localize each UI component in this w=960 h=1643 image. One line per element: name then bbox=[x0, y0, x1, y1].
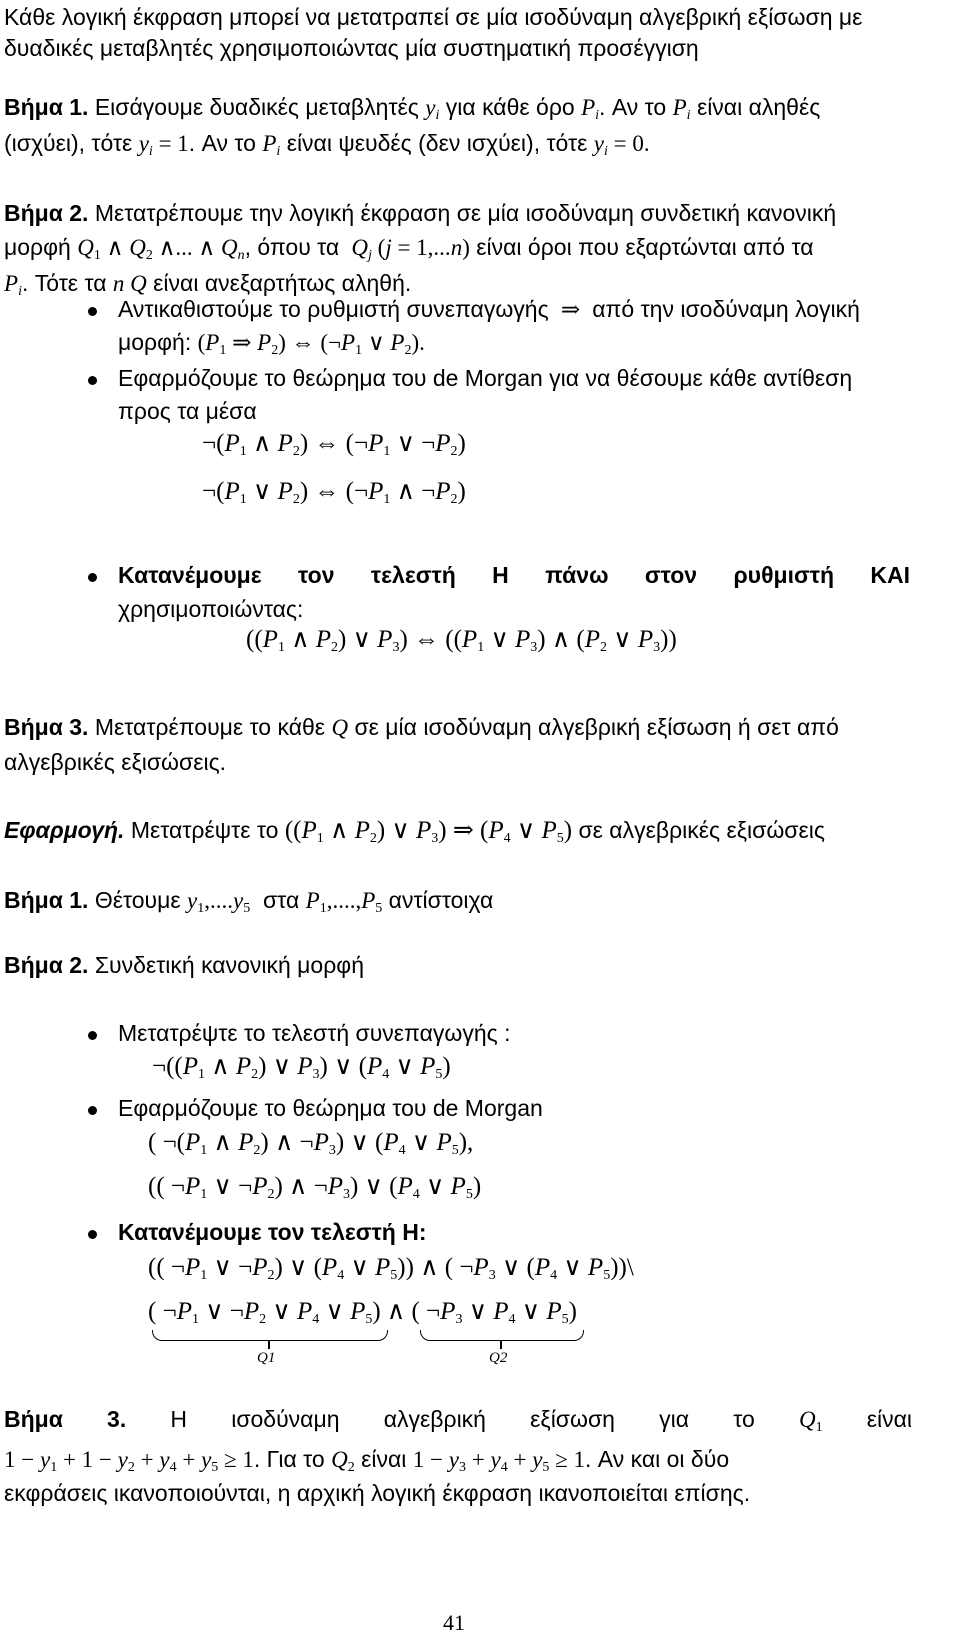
underbrace-q1-tip bbox=[268, 1341, 270, 1349]
underbrace-q1 bbox=[152, 1330, 388, 1341]
underbrace-q2 bbox=[420, 1330, 584, 1341]
step1-line-1: Βήμα 1. Εισάγουμε δυαδικές μεταβλητές $y_i$ για κάθε όρο $P_i$. Αν το $P_i$ είναι αληθές bbox=[4, 94, 821, 123]
formula-distribution-step-1: (( $\neg P_1$ ∨ $\neg P_2$) ∨ ($P_4$ ∨ $P_5$)) ∧ ( $\neg P_3$ ∨ ($P_4$ ∨ $P_5))\backslash$ bbox=[148, 1254, 634, 1283]
step2-bullet-2-line-1: Εφαρμόζουμε το θεώρημα του de Morgan για να θέσουμε κάθε αντίθεση bbox=[118, 365, 853, 391]
app-step2-bullet-1: Μετατρέψτε το τελεστή συνεπαγωγής : bbox=[118, 1020, 511, 1046]
formula-cnf: ( $\neg P_1$ ∨ $\neg P_2$ ∨ $P_4$ ∨ $P_5$) ∧ ( $\neg P_3$ ∨ $P_4$ ∨ $P_5$) bbox=[148, 1298, 577, 1327]
app-step2-line: Βήμα 2. Συνδετική κανονική μορφή bbox=[4, 952, 365, 978]
step2-line-2: μορφή $Q_1$ ∧ $Q_2$ ∧... ∧ $Q_n$, όπου τα $Q_j$ (j = 1,...n) είναι όροι που εξαρτώνται από τα bbox=[4, 234, 814, 263]
application-line: Εφαρμογή. Μετατρέψτε το (($P_1$ ∧ $P_2$) ∨ $P_3$) ⇒ ($P_4$ ∨ $P_5$) σε αλγεβρικές εξισώσεις bbox=[4, 817, 825, 846]
label-q2: Q2 bbox=[489, 1350, 508, 1366]
step2-line-1: Βήμα 2. Μετατρέπουμε την λογική έκφραση σε μία ισοδύναμη συνδετική κανονική bbox=[4, 200, 837, 226]
app-step1-label: Βήμα 1. bbox=[4, 887, 89, 913]
formula-de-morgan-2: $\neg(P_1$ ∨ $P_2$) ⇔ ($\neg P_1$ ∧ $\neg P_2$) bbox=[202, 478, 466, 507]
formula-distribution: (($P_1$ ∧ $P_2$) ∨ $P_3$) ⇔ (($P_1$ ∨ $P_3$) ∧ ($P_2$ ∨ $P_3$)) bbox=[246, 626, 677, 655]
step3-label: Βήμα 3. bbox=[4, 714, 89, 740]
underbrace-q2-tip bbox=[500, 1341, 502, 1349]
bullet-marker bbox=[88, 1106, 97, 1115]
app-step2-bullet-2: Εφαρμόζουμε το θεώρημα του de Morgan bbox=[118, 1095, 543, 1121]
app-step3-line-2: $1 - y_1 + 1 - y_2 + y_4 + y_5 \ge 1$. Για το $Q_2$ είναι $1 - y_3 + y_4 + y_5 \ge 1$. Αν και οι δύο bbox=[4, 1446, 730, 1475]
app-step3-line-3: εκφράσεις ικανοποιούνται, η αρχική λογική έκφραση ικανοποιείται επίσης. bbox=[4, 1480, 751, 1506]
app-step3-label: Βήμα 3. bbox=[4, 1406, 127, 1432]
bullet-marker bbox=[88, 573, 97, 582]
bullet-marker bbox=[88, 1031, 97, 1040]
bullet-marker bbox=[88, 376, 97, 385]
step3-line-1: Βήμα 3. Μετατρέπουμε το κάθε Q σε μία ισοδύναμη αλγεβρική εξίσωση ή σετ από bbox=[4, 714, 839, 740]
step2-label: Βήμα 2. bbox=[4, 200, 89, 226]
bullet-marker bbox=[88, 1230, 97, 1239]
step2-bullet-2-line-2: προς τα μέσα bbox=[118, 398, 257, 424]
step2-bullet-3-line-2: χρησιμοποιώντας: bbox=[118, 596, 304, 622]
step2-line-3: $P_i$. Τότε τα n Q είναι ανεξαρτήτως αληθή. bbox=[4, 270, 412, 299]
intro-line-1: Κάθε λογική έκφραση μπορεί να μετατραπεί σε μία ισοδύναμη αλγεβρική εξίσωση με bbox=[4, 4, 863, 30]
application-label: Εφαρμογή. bbox=[4, 817, 125, 843]
label-q1: Q1 bbox=[257, 1350, 276, 1366]
app-step2-bullet-3: Κατανέμουμε τον τελεστή Η: bbox=[118, 1219, 427, 1245]
app-step2-label: Βήμα 2. bbox=[4, 952, 89, 978]
step3-line-2: αλγεβρικές εξισώσεις. bbox=[4, 749, 227, 775]
step1-label: Βήμα 1. bbox=[4, 94, 89, 120]
step2-bullet-1-line-1: Αντικαθιστούμε το ρυθμιστή συνεπαγωγής ⇒ από την ισοδύναμη λογική bbox=[118, 296, 860, 322]
step1-line-2: (ισχύει), τότε $y_i = 1$. Αν το $P_i$ είναι ψευδές (δεν ισχύει), τότε $y_i = 0$. bbox=[4, 130, 650, 159]
bullet-marker bbox=[88, 307, 97, 316]
formula-de-morgan-1: $\neg(P_1$ ∧ $P_2$) ⇔ ($\neg P_1$ ∨ $\neg P_2$) bbox=[202, 430, 466, 459]
step2-bullet-3-line-1: Κατανέμουμε τον τελεστή Η πάνω στον ρυθμιστή ΚΑΙ bbox=[118, 562, 910, 588]
intro-line-2: δυαδικές μεταβλητές χρησιμοποιώντας μία συστηματική προσέγγιση bbox=[4, 35, 699, 61]
formula-de-morgan-step-1: ( $\neg(P_1$ ∧ $P_2$) ∧ $\neg P_3$) ∨ ($P_4$ ∨ $P_5$), bbox=[148, 1129, 474, 1158]
formula-de-morgan-step-2: (( $\neg P_1$ ∨ $\neg P_2$) ∧ $\neg P_3$) ∨ ($P_4$ ∨ $P_5$) bbox=[148, 1173, 482, 1202]
app-step3-line-1: Βήμα 3. Η ισοδύναμη αλγεβρική εξίσωση για το $Q_1$ είναι bbox=[4, 1406, 913, 1435]
formula-implication-removed: $\neg((P_1$ ∧ $P_2$) ∨ $P_3$) ∨ ($P_4$ ∨ $P_5$) bbox=[152, 1053, 451, 1082]
page-number: 41 bbox=[443, 1610, 465, 1635]
app-step1-line: Βήμα 1. Θέτουμε $y_1,....y_5$ στα $P_1,....,P_5$ αντίστοιχα bbox=[4, 887, 494, 916]
step2-bullet-1-line-2: μορφή: ($P_1$ ⇒ $P_2$) ⇔ ($\neg P_1$ ∨ $P_2$). bbox=[118, 329, 425, 358]
